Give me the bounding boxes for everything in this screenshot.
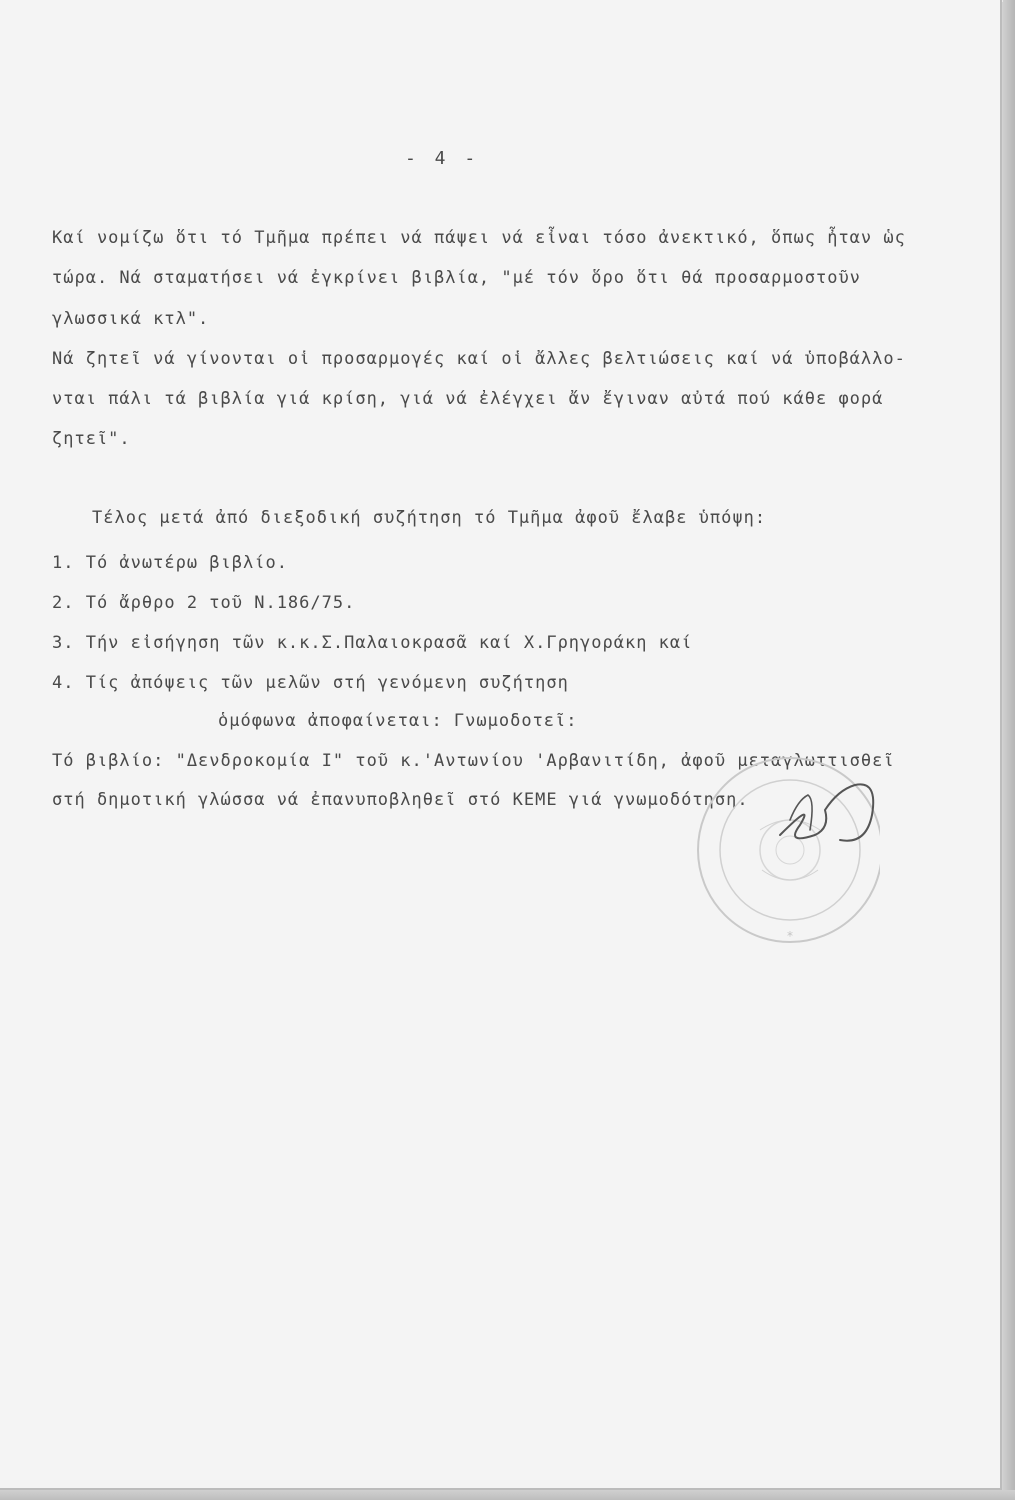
paragraph-line: Νά ζητεῖ νά γίνονται οἱ προσαρμογές καί οἱ ἄλλες βελτιώσεις καί νά ὑποβάλλο- — [52, 349, 906, 369]
page-edge — [0, 1490, 1015, 1500]
svg-text:*: * — [787, 929, 793, 943]
decision-line: στή δημοτική γλώσσα νά ἐπανυποβληθεῖ στό ΚΕΜΕ γιά γνωμοδότηση. — [52, 790, 749, 810]
page-edge — [1003, 0, 1015, 1500]
consideration-item: 1. Τό ἀνωτέρω βιβλίο. — [52, 553, 288, 573]
decision-heading: ὁμόφωνα ἀποφαίνεται: Γνωμοδοτεῖ: — [218, 711, 578, 731]
paragraph-line: γλωσσικά κτλ". — [52, 309, 210, 329]
consideration-item: 2. Τό ἄρθρο 2 τοῦ Ν.186/75. — [52, 593, 356, 613]
official-stamp — [640, 740, 880, 960]
page-number: - 4 - — [405, 148, 480, 169]
show-through-text — [60, 188, 71, 208]
paragraph-line: ζητεῖ". — [52, 429, 131, 449]
decision-line: Τό βιβλίο: "Δενδροκομία Ι" τοῦ κ.'Αντωνίου 'Αρβανιτίδη, ἀφοῦ μεταγλωττισθεῖ — [52, 751, 895, 771]
consideration-item: 3. Τήν εἰσήγηση τῶν κ.κ.Σ.Παλαιοκρασᾶ καί Χ.Γρηγοράκη καί — [52, 633, 693, 653]
paragraph-line: Καί νομίζω ὅτι τό Τμῆμα πρέπει νά πάψει νά εἶναι τόσο ἀνεκτικό, ὅπως ἦταν ὡς — [52, 228, 906, 248]
paragraph-line: νται πάλι τά βιβλία γιά κρίση, γιά νά ἐλέγχει ἄν ἔγιναν αὐτά πού κάθε φορά — [52, 389, 884, 409]
consideration-item: 4. Τίς ἀπόψεις τῶν μελῶν στή γενόμενη συζήτηση — [52, 673, 569, 693]
considerations-intro: Τέλος μετά ἀπό διεξοδική συζήτηση τό Τμῆμα ἀφοῦ ἔλαβε ὑπόψη: — [92, 508, 767, 528]
paragraph-line: τώρα. Νά σταματήσει νά ἐγκρίνει βιβλία, "μέ τόν ὅρο ὅτι θά προσαρμοστοῦν — [52, 268, 861, 288]
